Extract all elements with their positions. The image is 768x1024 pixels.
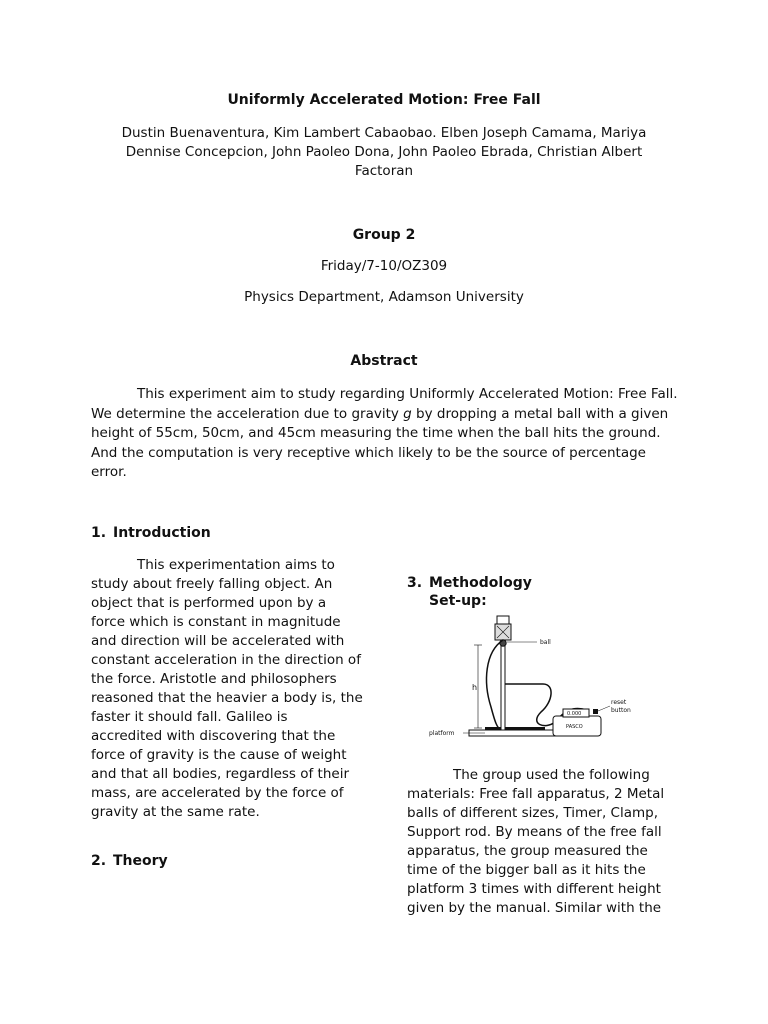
section-number: 1.: [91, 525, 107, 541]
abstract-body: [91, 385, 681, 483]
section-title: Methodology: [429, 575, 532, 591]
section-number: 3.: [407, 575, 423, 591]
landing-pad: [485, 727, 545, 730]
reset-button: [593, 709, 598, 714]
setup-subheading: Set-up:: [429, 593, 487, 609]
section-title: Theory: [113, 853, 168, 869]
section-title: Introduction: [113, 525, 211, 541]
platform-label: platform: [429, 730, 455, 737]
section-heading-introduction: [91, 525, 211, 541]
abstract-heading: Abstract: [350, 353, 418, 369]
group-label: Group 2: [352, 227, 416, 243]
section-number: 2.: [91, 853, 107, 869]
ball-label: ball: [540, 639, 551, 646]
introduction-body: This experimentation aims to study about freely falling object. An object that is performed upon by a force which is constant in magnitude and direction will be accelerated with constant acceleration in the direction of the force. Aristotle and philosophers reasoned that the heavier a body is, the faster it should fall. Galileo is accredited with discovering that the force of gravity is the cause of weight and that all bodies, regardless of their mass, are accelerated by the force of gravity at the same rate.: [91, 557, 363, 820]
paper-title: Uniformly Accelerated Motion: Free Fall: [227, 92, 541, 108]
timer-brand: PASCO: [566, 724, 583, 730]
section-heading-methodology: [407, 575, 532, 591]
methodology-body: The group used the following materials: Free fall apparatus, 2 Metal balls of different sizes, Timer, Clamp, Support rod. By means of the free fall apparatus, the group measured the time of the bigger ball as it hits the platform 3 times with different height given by the manual. Similar with the: [407, 767, 665, 916]
author-line: Factoran: [354, 163, 414, 179]
author-line: Dennise Concepcion, John Paoleo Dona, John Paoleo Ebrada, Christian Albert: [125, 144, 643, 160]
release-knob: [497, 616, 509, 624]
reset-label: reset: [611, 699, 627, 706]
reset-label: button: [611, 707, 631, 714]
department: Physics Department, Adamson University: [244, 289, 524, 305]
timer-display-text: 0.000: [567, 711, 582, 717]
author-line: Dustin Buenaventura, Kim Lambert Cabaobao. Elben Joseph Camama, Mariya: [121, 125, 647, 141]
author-list: [0, 124, 768, 181]
free-fall-apparatus-figure: [425, 612, 645, 752]
abstract-text-part: by dropping a metal ball with a given height of 55cm, 50cm, and 45cm measuring the time when the ball hits the ground. And the computation is very receptive which likely to be the source of percentage error.: [91, 405, 669, 480]
gravity-symbol: g: [403, 405, 412, 422]
section-heading-theory: [91, 853, 168, 869]
height-label: h: [472, 683, 478, 692]
abstract-text-part: This experiment aim to study regarding Uniformly Accelerated Motion: Free Fall. We determine the acceleration due to gravity: [91, 386, 678, 422]
schedule: Friday/7-10/OZ309: [320, 258, 448, 274]
